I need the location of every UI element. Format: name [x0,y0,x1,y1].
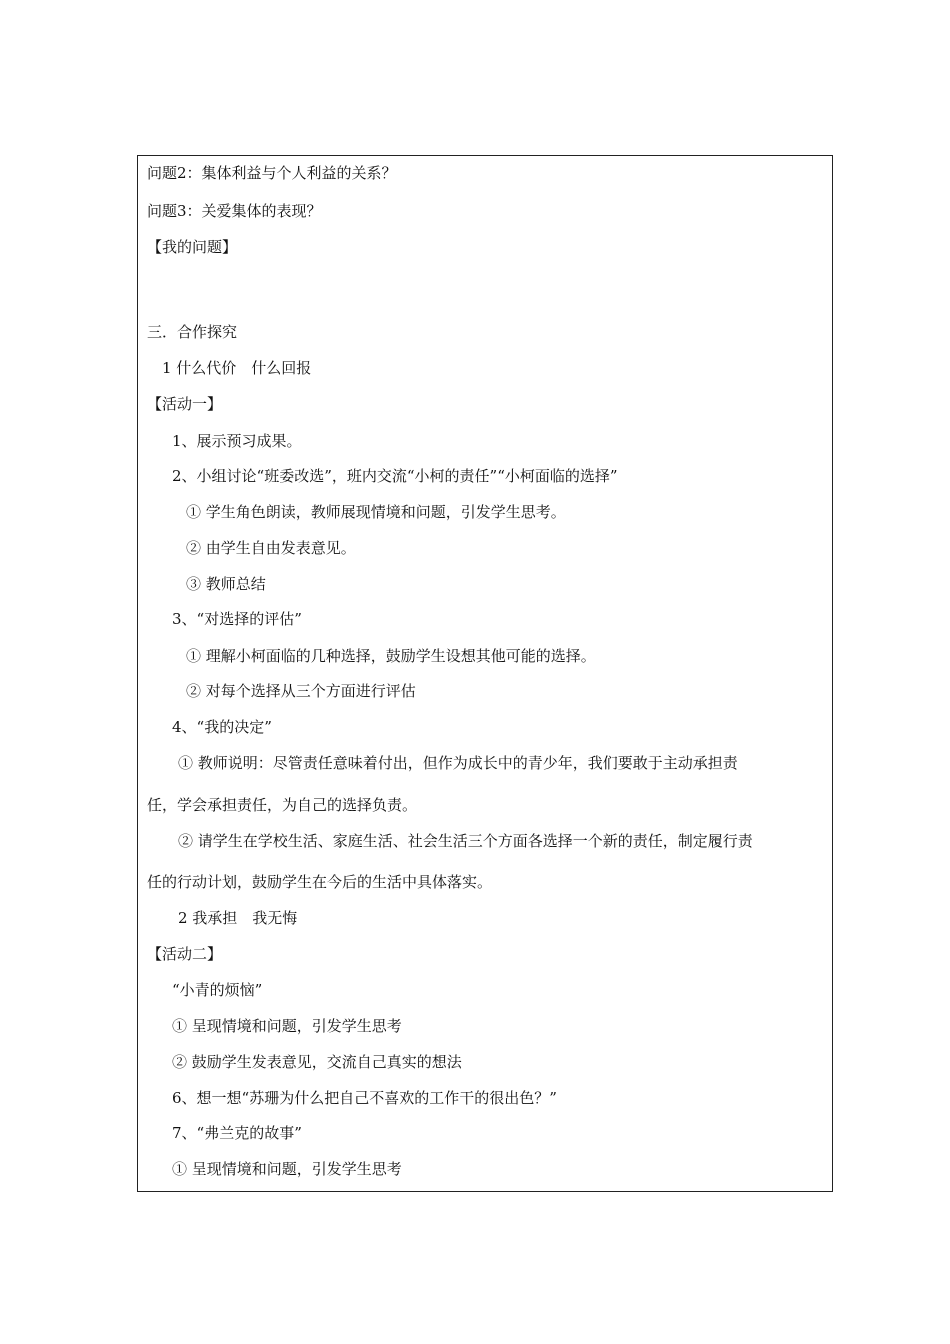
step-2-item-3: ③ 教师总结 [186,575,266,593]
subsection-1-heading: 1 什么代价 什么回报 [162,359,312,377]
question-2: 问题2：集体利益与个人利益的关系？ [147,164,397,182]
activity-2-item-1: ① 呈现情境和问题，引发学生思考 [172,1017,402,1035]
step-4-item-2-line-2: 任的行动计划，鼓励学生在今后的生活中具体落实。 [147,873,493,891]
step-3-item-2: ② 对每个选择从三个方面进行评估 [186,682,416,700]
step-2-item-2: ② 由学生自由发表意见。 [186,539,356,557]
activity-2-heading: 【活动二】 [147,945,223,963]
activity-1-step-3: 3、“对选择的评估” [172,610,302,628]
activity-1-heading: 【活动一】 [147,395,223,413]
step-4-item-1-line-1: ① 教师说明：尽管责任意味着付出，但作为成长中的青少年，我们要敢于主动承担责 [178,754,738,772]
step-2-item-1: ① 学生角色朗读，教师展现情境和问题，引发学生思考。 [186,503,566,521]
activity-1-step-1: 1、展示预习成果。 [172,432,302,450]
section-3-heading: 三．合作探究 [147,323,238,341]
my-questions-heading: 【我的问题】 [147,238,238,256]
step-4-item-1-line-2: 任，学会承担责任，为自己的选择负责。 [147,796,418,814]
step-3-item-1: ① 理解小柯面临的几种选择，鼓励学生设想其他可能的选择。 [186,647,596,665]
activity-2-step-6: 6、想一想“苏珊为什么把自己不喜欢的工作干的很出色？” [172,1089,557,1107]
question-3: 问题3：关爱集体的表现？ [147,202,322,220]
subsection-2-heading: 2 我承担 我无悔 [178,909,298,927]
activity-1-step-4: 4、“我的决定” [172,718,272,736]
document-frame [137,155,833,1192]
step-4-item-2-line-1: ② 请学生在学校生活、家庭生活、社会生活三个方面各选择一个新的责任，制定履行责 [178,832,753,850]
activity-1-step-2: 2、小组讨论“班委改选”，班内交流“小柯的责任”“小柯面临的选择” [172,467,618,485]
activity-2-title: “小青的烦恼” [172,981,263,999]
activity-2-item-2: ② 鼓励学生发表意见，交流自己真实的想法 [172,1053,462,1071]
step-7-item-1: ① 呈现情境和问题，引发学生思考 [172,1160,402,1178]
activity-2-step-7: 7、“弗兰克的故事” [172,1124,302,1142]
